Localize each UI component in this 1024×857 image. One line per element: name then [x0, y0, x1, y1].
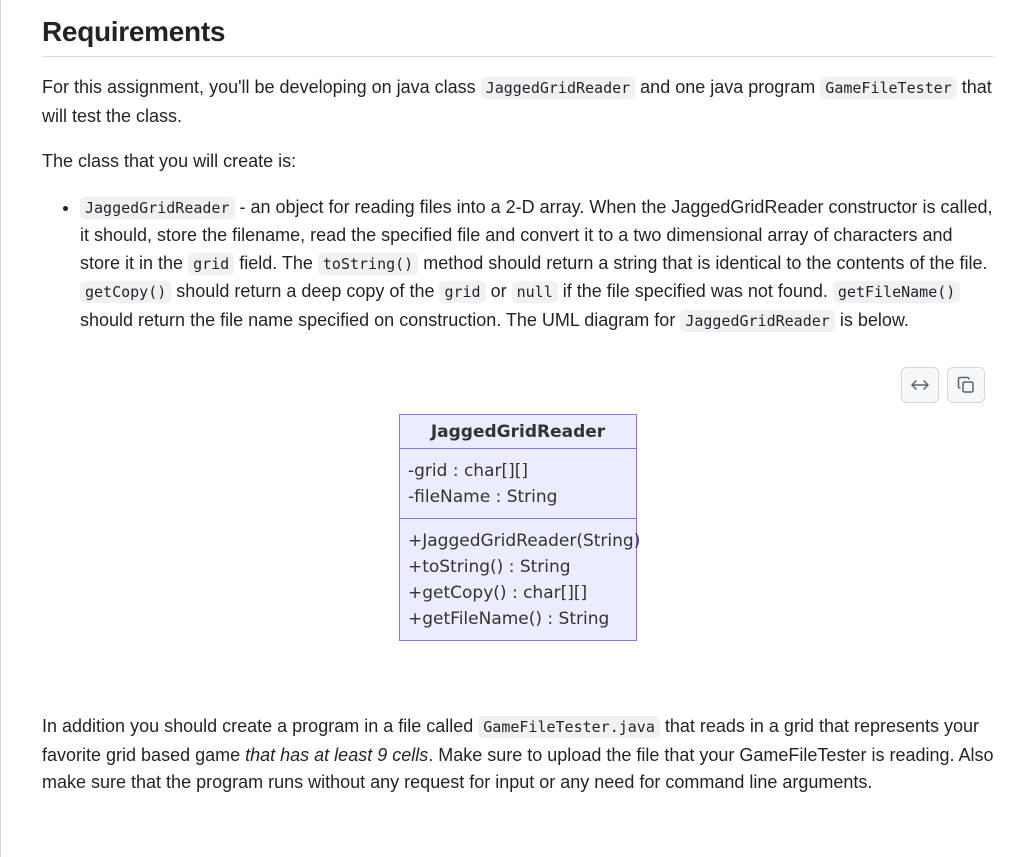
inline-code: toString(): [318, 253, 418, 275]
diagram-controls: [901, 367, 985, 403]
copy-icon: [957, 376, 975, 394]
emphasis-text: that has at least 9 cells: [245, 744, 429, 765]
expand-diagram-button[interactable]: [901, 367, 939, 403]
inline-code: GameFileTester.java: [478, 716, 660, 738]
intro-paragraph: For this assignment, you'll be developing on java class JaggedGridReader and one java program GameFileTester that will test the class.: [42, 77, 992, 126]
list-item: • JaggedGridReader - an object for reading files into a 2-D array. When the JaggedGridReader constructor is called, it should, store the filename, read the specified file and convert it to a two dimensional array of characters and store it in the grid field. The toString() method should return a string that is identical to the contents of the file. getCopy() should return a deep copy of the grid or null if the file specified was not found. getFileName() should return the file name specified on construction. The UML diagram for JaggedGridReader is below.: [80, 194, 994, 336]
inline-code: null: [512, 281, 558, 303]
inline-code: getCopy(): [80, 281, 171, 303]
mermaid-diagram: [42, 335, 994, 675]
inline-code: grid: [188, 253, 234, 275]
inline-code: GameFileTester: [820, 77, 956, 99]
inline-code: JaggedGridReader: [680, 310, 835, 332]
class-intro-paragraph: The class that you will create is:: [42, 151, 297, 171]
inline-code: grid: [439, 281, 485, 303]
inline-code: JaggedGridReader: [481, 77, 636, 99]
uml-method: +getCopy() : char[][]: [408, 583, 588, 603]
copy-diagram-button[interactable]: [947, 367, 985, 403]
uml-field: -grid : char[][]: [408, 461, 529, 481]
readme-content: [42, 0, 994, 797]
uml-method: +toString() : String: [408, 557, 571, 577]
uml-fields: [400, 449, 636, 518]
class-list: [42, 194, 994, 336]
uml-method: +JaggedGridReader(String): [408, 531, 641, 551]
uml-class-name: JaggedGridReader: [400, 415, 636, 449]
uml-class-box: [399, 414, 641, 641]
uml-method: +getFileName() : String: [408, 609, 610, 629]
section-heading: Requirements: [42, 0, 994, 57]
inline-code: getFileName(): [833, 281, 960, 303]
inline-code: JaggedGridReader: [80, 197, 235, 219]
closing-paragraph: In addition you should create a program in a file called GameFileTester.java that reads in a grid that represents your favorite grid based game that has at least 9 cells. Make sure to upload the file that your GameFileTester is reading. Also make sure that the program runs without any request for input or any need for command line arguments.: [42, 716, 994, 792]
uml-field: -fileName : String: [408, 487, 558, 507]
expand-horizontal-icon: [911, 379, 929, 391]
uml-methods: [400, 518, 641, 640]
